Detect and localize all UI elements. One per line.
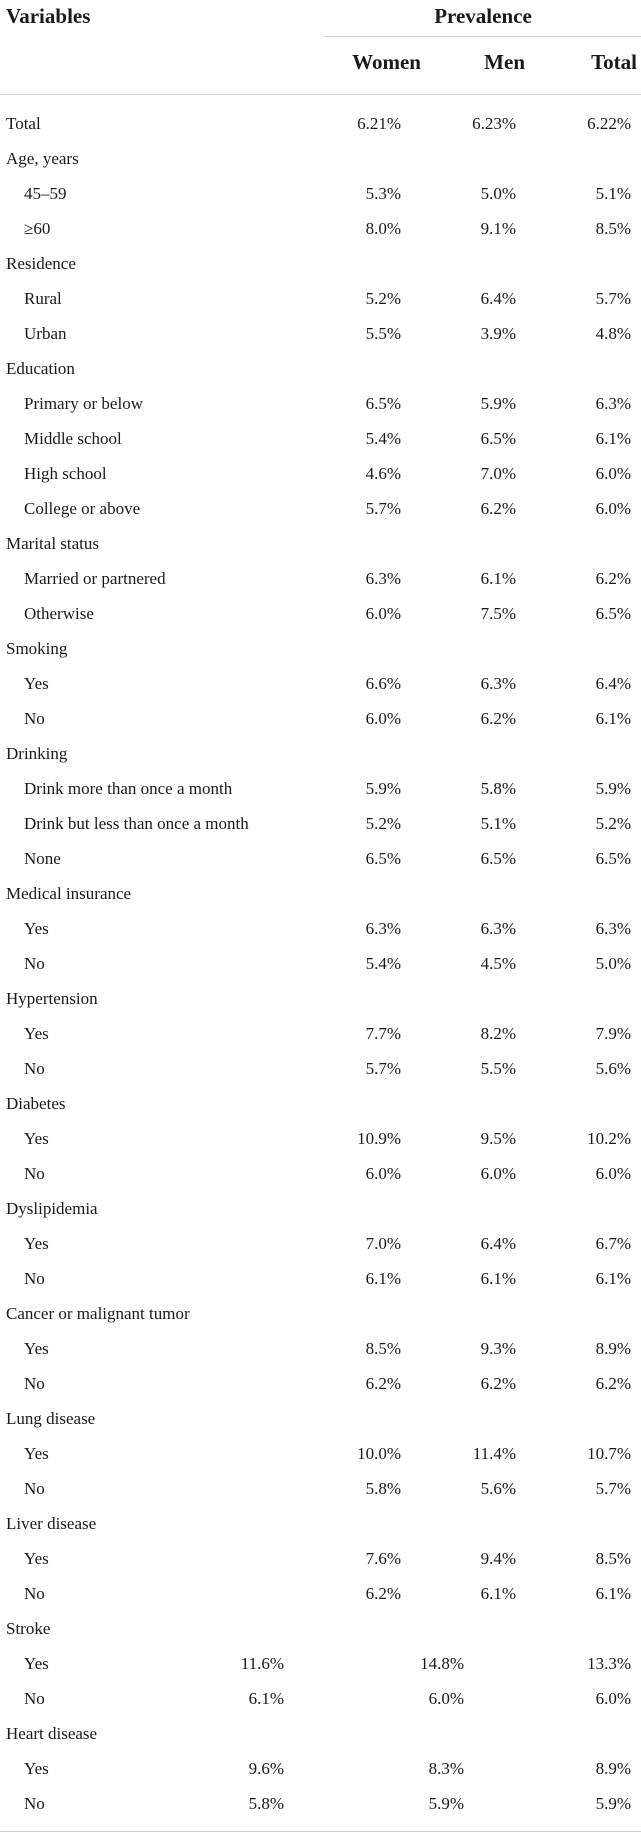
- total-value: 5.1%: [595, 184, 631, 203]
- men-value: 9.5%: [480, 1129, 516, 1148]
- category-label: Diabetes: [6, 1094, 66, 1113]
- total-value: 6.2%: [595, 1374, 631, 1393]
- table-row: [0, 1438, 641, 1473]
- men-value: 4.5%: [480, 954, 516, 973]
- table-row: [0, 493, 641, 528]
- women-value: 5.9%: [365, 779, 401, 798]
- table-row: [0, 1753, 641, 1788]
- row-label: No: [24, 1794, 45, 1813]
- row-label: Otherwise: [24, 604, 94, 623]
- row-label: 45–59: [24, 184, 67, 203]
- category-row: [0, 1508, 641, 1543]
- men-value: 6.1%: [480, 1584, 516, 1603]
- row-label: Drink more than once a month: [24, 779, 233, 798]
- men-value: 6.1%: [480, 1269, 516, 1288]
- row-label: Yes: [24, 1654, 49, 1673]
- table-row: [0, 318, 641, 353]
- row-label: Total: [6, 114, 41, 133]
- row-label: Yes: [24, 1024, 49, 1043]
- table-row: [0, 1578, 641, 1613]
- row-label: Urban: [24, 324, 67, 343]
- category-label: Lung disease: [6, 1409, 96, 1428]
- table-row: [0, 808, 641, 843]
- table-row: [0, 1648, 641, 1683]
- women-value: 4.6%: [365, 464, 401, 483]
- prevalence-divider: [325, 36, 641, 37]
- men-value: 5.1%: [480, 814, 516, 833]
- men-value: 9.3%: [480, 1339, 516, 1358]
- category-label: Age, years: [6, 149, 79, 168]
- table-row: [0, 108, 641, 143]
- total-value: 6.3%: [595, 394, 631, 413]
- total-value: 4.8%: [595, 324, 631, 343]
- total-value: 6.1%: [595, 709, 631, 728]
- men-value: 5.9%: [480, 394, 516, 413]
- women-value: 6.21%: [357, 114, 401, 133]
- table-row: [0, 458, 641, 493]
- category-label: Drinking: [6, 744, 68, 763]
- category-row: [0, 1613, 641, 1648]
- category-row: [0, 353, 641, 388]
- women-value: 5.4%: [365, 954, 401, 973]
- women-value: 5.4%: [365, 429, 401, 448]
- category-label: Stroke: [6, 1619, 51, 1638]
- category-row: [0, 1193, 641, 1228]
- variables-header: Variables: [6, 4, 91, 28]
- category-row: [0, 1718, 641, 1753]
- table-row: [0, 948, 641, 983]
- men-value: 14.8%: [420, 1654, 464, 1673]
- row-label: Married or partnered: [24, 569, 166, 588]
- women-value: 7.0%: [365, 1234, 401, 1253]
- table-row: [0, 1788, 641, 1823]
- row-label: High school: [24, 464, 107, 483]
- row-label: College or above: [24, 499, 141, 518]
- women-value: 6.2%: [365, 1584, 401, 1603]
- table-row: [0, 1263, 641, 1298]
- row-label: Yes: [24, 1444, 49, 1463]
- women-value: 6.0%: [365, 709, 401, 728]
- women-value: 5.2%: [365, 814, 401, 833]
- women-value: 5.5%: [365, 324, 401, 343]
- table-row: [0, 1473, 641, 1508]
- category-row: [0, 143, 641, 178]
- women-column-header: Women: [352, 50, 421, 74]
- table-row: [0, 283, 641, 318]
- row-label: No: [24, 709, 45, 728]
- total-value: 5.7%: [595, 289, 631, 308]
- table-row: [0, 1543, 641, 1578]
- women-value: 6.3%: [365, 919, 401, 938]
- row-label: Yes: [24, 1549, 49, 1568]
- total-value: 5.7%: [595, 1479, 631, 1498]
- row-label: None: [24, 849, 61, 868]
- men-value: 7.0%: [480, 464, 516, 483]
- row-label: Middle school: [24, 429, 122, 448]
- row-label: Yes: [24, 1339, 49, 1358]
- category-row: [0, 1298, 641, 1333]
- men-value: 3.9%: [480, 324, 516, 343]
- women-value: 5.8%: [365, 1479, 401, 1498]
- total-value: 6.3%: [595, 919, 631, 938]
- category-row: [0, 738, 641, 773]
- category-label: Dyslipidemia: [6, 1199, 98, 1218]
- total-value: 6.0%: [595, 1689, 631, 1708]
- table-row: [0, 1228, 641, 1263]
- table-row: [0, 703, 641, 738]
- total-value: 5.6%: [595, 1059, 631, 1078]
- category-label: Cancer or malignant tumor: [6, 1304, 190, 1323]
- women-value: 5.3%: [365, 184, 401, 203]
- table-row: [0, 1158, 641, 1193]
- category-row: [0, 248, 641, 283]
- category-row: [0, 633, 641, 668]
- women-value: 5.7%: [365, 499, 401, 518]
- women-value: 6.1%: [248, 1689, 284, 1708]
- category-row: [0, 1403, 641, 1438]
- women-value: 11.6%: [240, 1654, 284, 1673]
- table-row: [0, 1333, 641, 1368]
- row-label: No: [24, 1164, 45, 1183]
- men-value: 5.6%: [480, 1479, 516, 1498]
- category-label: Marital status: [6, 534, 100, 553]
- total-value: 10.2%: [587, 1129, 631, 1148]
- row-label: No: [24, 1584, 45, 1603]
- table-row: [0, 178, 641, 213]
- row-label: Yes: [24, 1759, 49, 1778]
- men-value: 6.0%: [480, 1164, 516, 1183]
- table-row: [0, 913, 641, 948]
- total-value: 5.0%: [595, 954, 631, 973]
- total-value: 7.9%: [595, 1024, 631, 1043]
- men-value: 6.2%: [480, 499, 516, 518]
- row-label: No: [24, 1689, 45, 1708]
- table-row: [0, 843, 641, 878]
- table-row: [0, 773, 641, 808]
- table-bottom-rule: [0, 1831, 641, 1832]
- row-label: No: [24, 1059, 45, 1078]
- total-value: 6.4%: [595, 674, 631, 693]
- table-row: [0, 1018, 641, 1053]
- prevalence-header: Prevalence: [434, 4, 532, 28]
- women-value: 6.2%: [365, 1374, 401, 1393]
- men-value: 6.4%: [480, 1234, 516, 1253]
- category-label: Education: [6, 359, 75, 378]
- men-value: 5.8%: [480, 779, 516, 798]
- header-divider: [0, 94, 641, 95]
- men-value: 6.3%: [480, 919, 516, 938]
- table-row: [0, 668, 641, 703]
- category-row: [0, 983, 641, 1018]
- category-label: Liver disease: [6, 1514, 97, 1533]
- table-row: [0, 1368, 641, 1403]
- men-value: 5.9%: [428, 1794, 464, 1813]
- table-row: [0, 598, 641, 633]
- men-value: 6.0%: [428, 1689, 464, 1708]
- women-value: 6.6%: [365, 674, 401, 693]
- men-value: 11.4%: [472, 1444, 516, 1463]
- total-value: 13.3%: [587, 1654, 631, 1673]
- men-value: 6.3%: [480, 674, 516, 693]
- women-value: 8.0%: [365, 219, 401, 238]
- men-value: 9.1%: [480, 219, 516, 238]
- table-row: [0, 1123, 641, 1158]
- table-row: [0, 213, 641, 248]
- women-value: 6.0%: [365, 1164, 401, 1183]
- men-value: 6.4%: [480, 289, 516, 308]
- table-row: [0, 563, 641, 598]
- total-value: 6.0%: [595, 499, 631, 518]
- category-row: [0, 528, 641, 563]
- men-value: 7.5%: [480, 604, 516, 623]
- women-value: 9.6%: [248, 1759, 284, 1778]
- total-value: 5.2%: [595, 814, 631, 833]
- men-value: 6.5%: [480, 849, 516, 868]
- total-value: 6.1%: [595, 1269, 631, 1288]
- row-label: No: [24, 954, 45, 973]
- women-value: 7.6%: [365, 1549, 401, 1568]
- row-label: Yes: [24, 919, 49, 938]
- row-label: No: [24, 1374, 45, 1393]
- men-value: 8.3%: [428, 1759, 464, 1778]
- women-value: 8.5%: [365, 1339, 401, 1358]
- total-value: 6.5%: [595, 849, 631, 868]
- men-value: 6.23%: [472, 114, 516, 133]
- women-value: 7.7%: [365, 1024, 401, 1043]
- row-label: Primary or below: [24, 394, 143, 413]
- total-value: 6.1%: [595, 429, 631, 448]
- men-value: 5.0%: [480, 184, 516, 203]
- table-body: [0, 108, 641, 1823]
- table-row: [0, 388, 641, 423]
- total-value: 5.9%: [595, 1794, 631, 1813]
- women-value: 10.9%: [357, 1129, 401, 1148]
- men-value: 9.4%: [480, 1549, 516, 1568]
- category-row: [0, 1088, 641, 1123]
- total-value: 6.0%: [595, 1164, 631, 1183]
- row-label: Rural: [24, 289, 62, 308]
- women-value: 10.0%: [357, 1444, 401, 1463]
- total-value: 6.1%: [595, 1584, 631, 1603]
- women-value: 6.5%: [365, 394, 401, 413]
- women-value: 6.1%: [365, 1269, 401, 1288]
- total-value: 8.5%: [595, 1549, 631, 1568]
- men-value: 6.5%: [480, 429, 516, 448]
- men-value: 5.5%: [480, 1059, 516, 1078]
- men-column-header: Men: [484, 50, 525, 74]
- total-value: 8.9%: [595, 1339, 631, 1358]
- women-value: 5.2%: [365, 289, 401, 308]
- total-column-header: Total: [591, 50, 637, 74]
- category-label: Heart disease: [6, 1724, 98, 1743]
- total-value: 6.2%: [595, 569, 631, 588]
- total-value: 6.5%: [595, 604, 631, 623]
- category-label: Medical insurance: [6, 884, 132, 903]
- total-value: 5.9%: [595, 779, 631, 798]
- category-label: Residence: [6, 254, 76, 273]
- total-value: 6.7%: [595, 1234, 631, 1253]
- men-value: 8.2%: [480, 1024, 516, 1043]
- total-value: 6.0%: [595, 464, 631, 483]
- women-value: 5.8%: [248, 1794, 284, 1813]
- women-value: 6.3%: [365, 569, 401, 588]
- men-value: 6.2%: [480, 709, 516, 728]
- men-value: 6.1%: [480, 569, 516, 588]
- women-value: 6.5%: [365, 849, 401, 868]
- row-label: No: [24, 1479, 45, 1498]
- row-label: Drink but less than once a month: [24, 814, 249, 833]
- total-value: 8.5%: [595, 219, 631, 238]
- table-row: [0, 423, 641, 458]
- row-label: Yes: [24, 1129, 49, 1148]
- table-row: [0, 1053, 641, 1088]
- total-value: 10.7%: [587, 1444, 631, 1463]
- category-row: [0, 878, 641, 913]
- women-value: 6.0%: [365, 604, 401, 623]
- category-label: Smoking: [6, 639, 68, 658]
- men-value: 6.2%: [480, 1374, 516, 1393]
- women-value: 5.7%: [365, 1059, 401, 1078]
- total-value: 8.9%: [595, 1759, 631, 1778]
- row-label: Yes: [24, 1234, 49, 1253]
- total-value: 6.22%: [587, 114, 631, 133]
- row-label: ≥60: [24, 219, 51, 238]
- table-row: [0, 1683, 641, 1718]
- category-label: Hypertension: [6, 989, 98, 1008]
- row-label: No: [24, 1269, 45, 1288]
- row-label: Yes: [24, 674, 49, 693]
